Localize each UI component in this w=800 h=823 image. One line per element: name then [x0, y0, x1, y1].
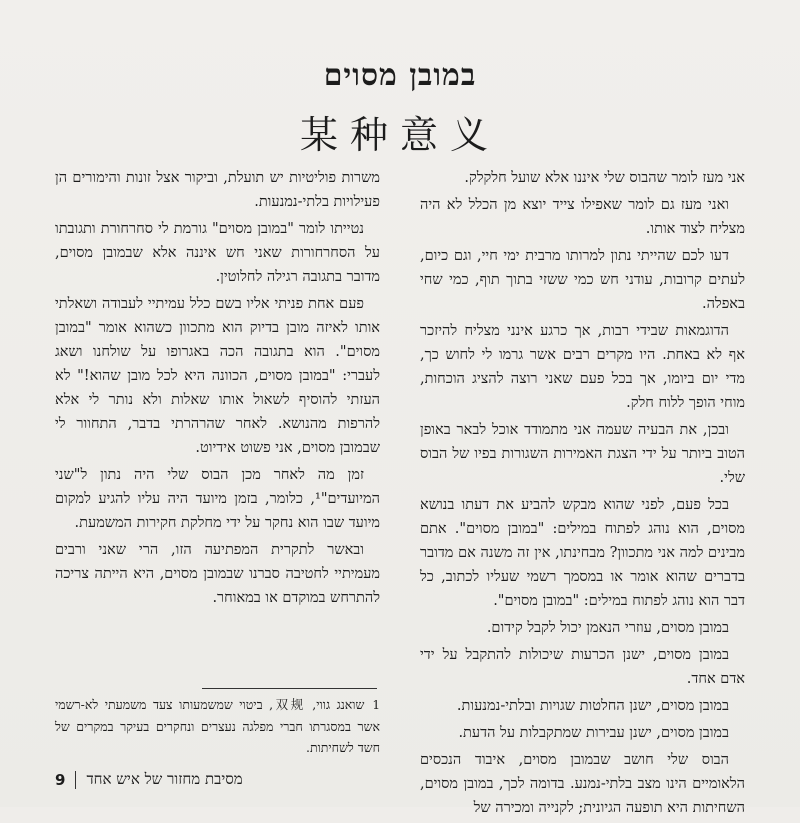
paragraph: אני מעז לומר שהבוס שלי איננו אלא שועל חלקלק.	[464, 170, 745, 186]
paragraph: זמן מה לאחר מכן הבוס שלי היה נתון ל"שני המיועדים"¹, כלומר, בזמן מיועד היה עליו להגיע למקום מיועד שבו הוא נחקר על ידי מחלקת חקירות המשמעת.	[55, 467, 380, 531]
footnote	[55, 694, 380, 758]
text-column-right	[420, 166, 745, 823]
paragraph: במובן מסוים, ישנן החלטות שגויות ובלתי-נמנעות.	[456, 698, 729, 714]
chapter-title-hebrew: במובן מסוים	[323, 58, 477, 93]
footer-divider	[75, 771, 76, 789]
footnote-divider	[202, 688, 377, 689]
book-title: מסיבת מחזור של איש אחד	[86, 770, 243, 788]
paragraph: פעם אחת פניתי אליו בשם כלל עמיתיי לעבודה ושאלתי אותו לאיזה מובן בדיוק הוא מתכוון כשהוא אומר "במובן מסוים". הוא בתגובה הכה באגרופו על שולחנו ושאג לעברי: "במובן מסוים, הכוונה היא לכל מובן שהוא!" לא העזתי להוסיף לשאול אותו שאלות ולא נותר לי אלא להרפות מהנושא. לאחר שהרהרתי בדבר, התחוור לי שבמובן מסוים, אני פשוט אידיוט.	[55, 296, 380, 456]
paragraph: במובן מסוים, ישנן עבירות שמתקבלות על הדעת.	[458, 725, 729, 741]
page-footer	[55, 770, 243, 789]
footnote-text: שואנג גווי, 双规, ביטוי שמשמעותו צעד משמעתי לא-רשמי אשר במסגרתו חברי מפלגה נעצרים ונחקרים בעיקר במקרים של חשד לשחיתות.	[55, 697, 380, 755]
paragraph: הדוגמאות שבידי רבות, אך כרגע אינני מצליח להיזכר אף לא באחת. היו מקרים רבים אשר גרמו לי לחוש כך, מדי יום ביומו, אך בכל פעם שאני רוצה להציג הוכחות, מוחי הופך ללוח חלק.	[420, 323, 745, 411]
page-number: 9	[55, 770, 66, 789]
paragraph: במובן מסוים, ישנן הכרעות שיכולות להתקבל על ידי אדם אחד.	[420, 647, 745, 687]
paragraph: משרות פוליטיות יש תועלת, וביקור אצל זונות והימורים הן פעילויות בלתי-נמנעות.	[55, 170, 380, 210]
paragraph: ובאשר לתקרית המפתיעה הזו, הרי שאני ורבים מעמיתיי לחטיבה סברנו שבמובן מסוים, היא הייתה צריכה להתרחש במוקדם או במאוחר.	[55, 542, 380, 606]
paragraph: ובכן, את הבעיה שעמה אני מתמודד אוכל לבאר באופן הטוב ביותר על ידי הצגת האמירות השגורות בפיו של הבוס שלי.	[420, 422, 745, 486]
paragraph: בכל פעם, לפני שהוא מבקש להביע את דעתו בנושא מסוים, הוא נוהג לפתוח במילים: "במובן מסוים". אתם מבינים למה אני מתכוון? מבחינתו, אין זה משנה אם מדובר בדברים שהוא אומר או במסמך רשמי שעליו לכתוב, כל דבר הוא נוהג לפתוח במילים: "במובן מסוים".	[420, 497, 745, 609]
text-column-left	[55, 166, 380, 613]
paragraph: במובן מסוים, עוזרי הנאמן יכול לקבל קידום.	[486, 620, 729, 636]
chapter-title-chinese: 某种意义	[299, 113, 500, 157]
paragraph: נטייתו לומר "במובן מסוים" גורמת לי סחרחורת ותגובתו על הסחרחורות שאני חש איננה אלא שבמובן מסוים, מדובר בתגובה רגילה לחלוטין.	[55, 221, 380, 285]
paragraph: ואני מעז גם לומר שאפילו צייד יוצא מן הכלל לא היה מצליח לצוד אותו.	[420, 197, 745, 237]
paragraph: דעו לכם שהייתי נתון למרותו מרבית ימי חיי, וגם כיום, לעתים קרובות, עודני חש כמי ששזי בתוך תוף, כמי שחי באפלה.	[420, 248, 745, 312]
paragraph: הבוס שלי חושב שבמובן מסוים, איבוד הנכסים הלאומיים הינו מצב בלתי-נמנע. בדומה לכך, במובן מסוים, השחיתות היא תופעה הגיונית; לקנייה ומכירה של	[420, 752, 745, 816]
footnote-number: 1	[372, 698, 380, 712]
